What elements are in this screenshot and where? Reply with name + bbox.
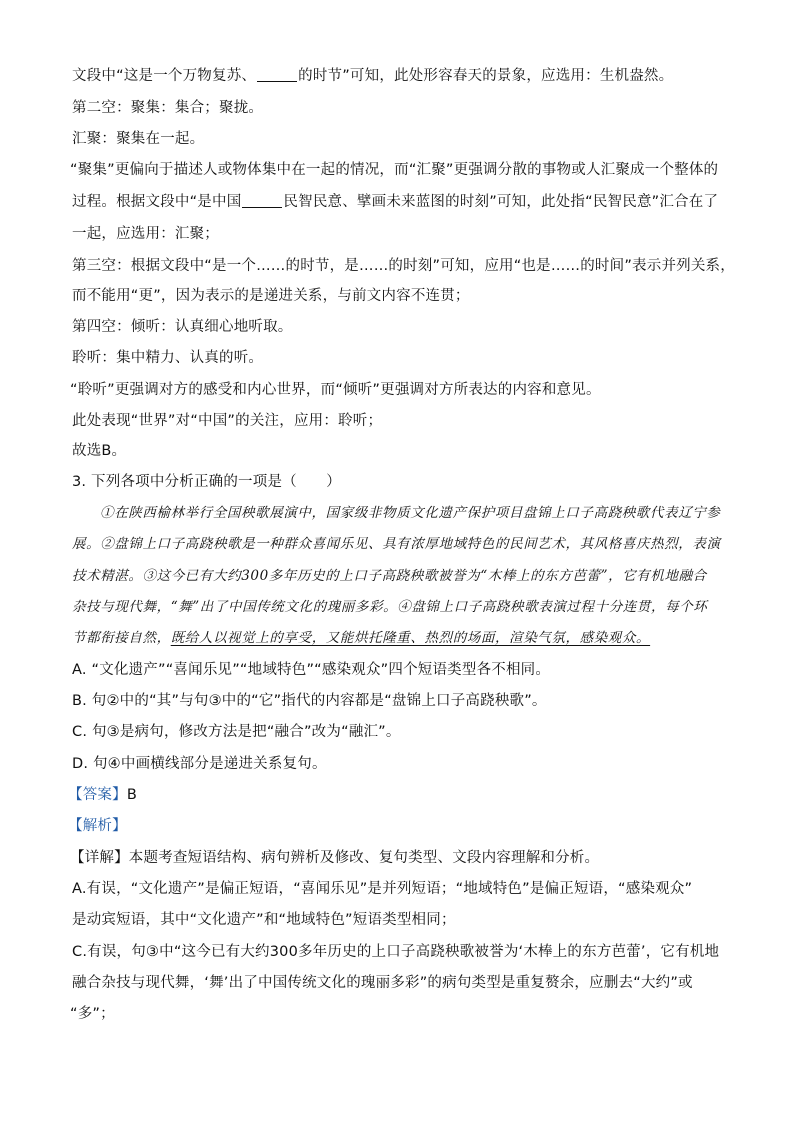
answer-tag: 【答案】 xyxy=(68,787,127,803)
underlined-clause: 既给人以视觉上的享受，又能烘托隆重、热烈的场面，渲染气氛，感染观众。 xyxy=(170,630,651,646)
text-line: 第四空：倾听：认真细心地听取。 xyxy=(72,319,293,335)
answer-line xyxy=(68,785,137,805)
text-line: 文段中“这是一个万物复苏、 的时节”可知，此处形容春天的景象，应选用：生机盎然。 xyxy=(72,68,674,84)
analysis-line: “多”； xyxy=(70,1006,115,1022)
answer-value: B xyxy=(126,787,137,803)
text-line: 一起，应选用：汇聚； xyxy=(72,226,219,242)
text-line: “聆听”更强调对方的感受和内心世界，而“倾听”更强调对方所表达的内容和意见。 xyxy=(70,382,601,398)
analysis-line: 是动宾短语，其中“文化遗产”和“地域特色”短语类型相同； xyxy=(72,912,456,928)
text-line: 而不能用“更”，因为表示的是递进关系，与前文内容不连贯； xyxy=(72,288,470,304)
passage-line: 展。②盘锦上口子高跷秧歌是一种群众喜闻乐见、具有浓厚地域特色的民间艺术，其风格喜庆热烈，表演 xyxy=(72,536,721,552)
option-a: A. “文化遗产”“喜闻乐见”“地域特色”“感染观众”四个短语类型各不相同。 xyxy=(72,662,551,678)
question-stem: 3. 下列各项中分析正确的一项是（ ） xyxy=(72,474,341,490)
detail-line: 【详解】本题考查短语结构、病句辨析及修改、复句类型、文段内容理解和分析。 xyxy=(70,850,600,866)
passage-line: 杂技与现代舞，“舞”出了中国传统文化的瑰丽多彩。④盘锦上口子高跷秧歌表演过程十分连贯，每个环 xyxy=(72,599,708,615)
analysis-tag: 【解析】 xyxy=(68,818,127,834)
fill-blank xyxy=(257,67,297,82)
analysis-line: C.有误，句③中“这今已有大约300多年历史的上口子高跷秧歌被誉为‘木棒上的东方芭蕾’，它有机地 xyxy=(72,944,720,960)
text-line: “聚集”更偏向于描述人或物体集中在一起的情况，而“汇聚”更强调分散的事物或人汇聚成一个整体的 xyxy=(70,162,719,178)
option-d: D. 句④中画横线部分是递进关系复句。 xyxy=(72,756,327,772)
text-line: 过程。根据文段中“是中国 民智民意、擘画未来蓝图的时刻”可知，此处指“民智民意”汇合在了 xyxy=(72,194,719,210)
text-line: 此处表现“世界”对“中国”的关注，应用：聆听； xyxy=(72,413,383,429)
option-c: C. 句③是病句，修改方法是把“融合”改为“融汇”。 xyxy=(72,724,401,740)
passage-line: 节都衔接自然，既给人以视觉上的享受，又能烘托隆重、热烈的场面，渲染气氛，感染观众。 xyxy=(72,630,651,646)
fill-blank xyxy=(242,193,282,208)
analysis-line: A.有误，“文化遗产”是偏正短语，“喜闻乐见”是并列短语；“地域特色”是偏正短语，“感染观众” xyxy=(72,881,693,897)
text-line: 聆听：集中精力、认真的听。 xyxy=(72,350,264,366)
text-line: 故选B。 xyxy=(72,443,127,459)
analysis-line: 融合杂技与现代舞，‘舞’出了中国传统文化的瑰丽多彩”的病句类型是重复赘余，应删去“大约”或 xyxy=(72,975,693,991)
text-line: 第三空：根据文段中“是一个……的时节，是……的时刻”可知，应用“也是……的时间”表示并列关系， xyxy=(72,258,735,274)
text-line: 汇聚：聚集在一起。 xyxy=(72,131,205,147)
passage-line: 技术精湛。③这今已有大约300多年历史的上口子高跷秧歌被誉为“木棒上的东方芭蕾”，它有机地融合 xyxy=(72,568,707,584)
option-b: B. 句②中的“其”与句③中的“它”指代的内容都是“盘锦上口子高跷秧歌”。 xyxy=(72,693,547,709)
passage-line: ①在陕西榆林举行全国秧歌展演中，国家级非物质文化遗产保护项目盘锦上口子高跷秧歌代表辽宁参 xyxy=(100,505,721,521)
text-line: 第二空：聚集：集合；聚拢。 xyxy=(72,100,264,116)
